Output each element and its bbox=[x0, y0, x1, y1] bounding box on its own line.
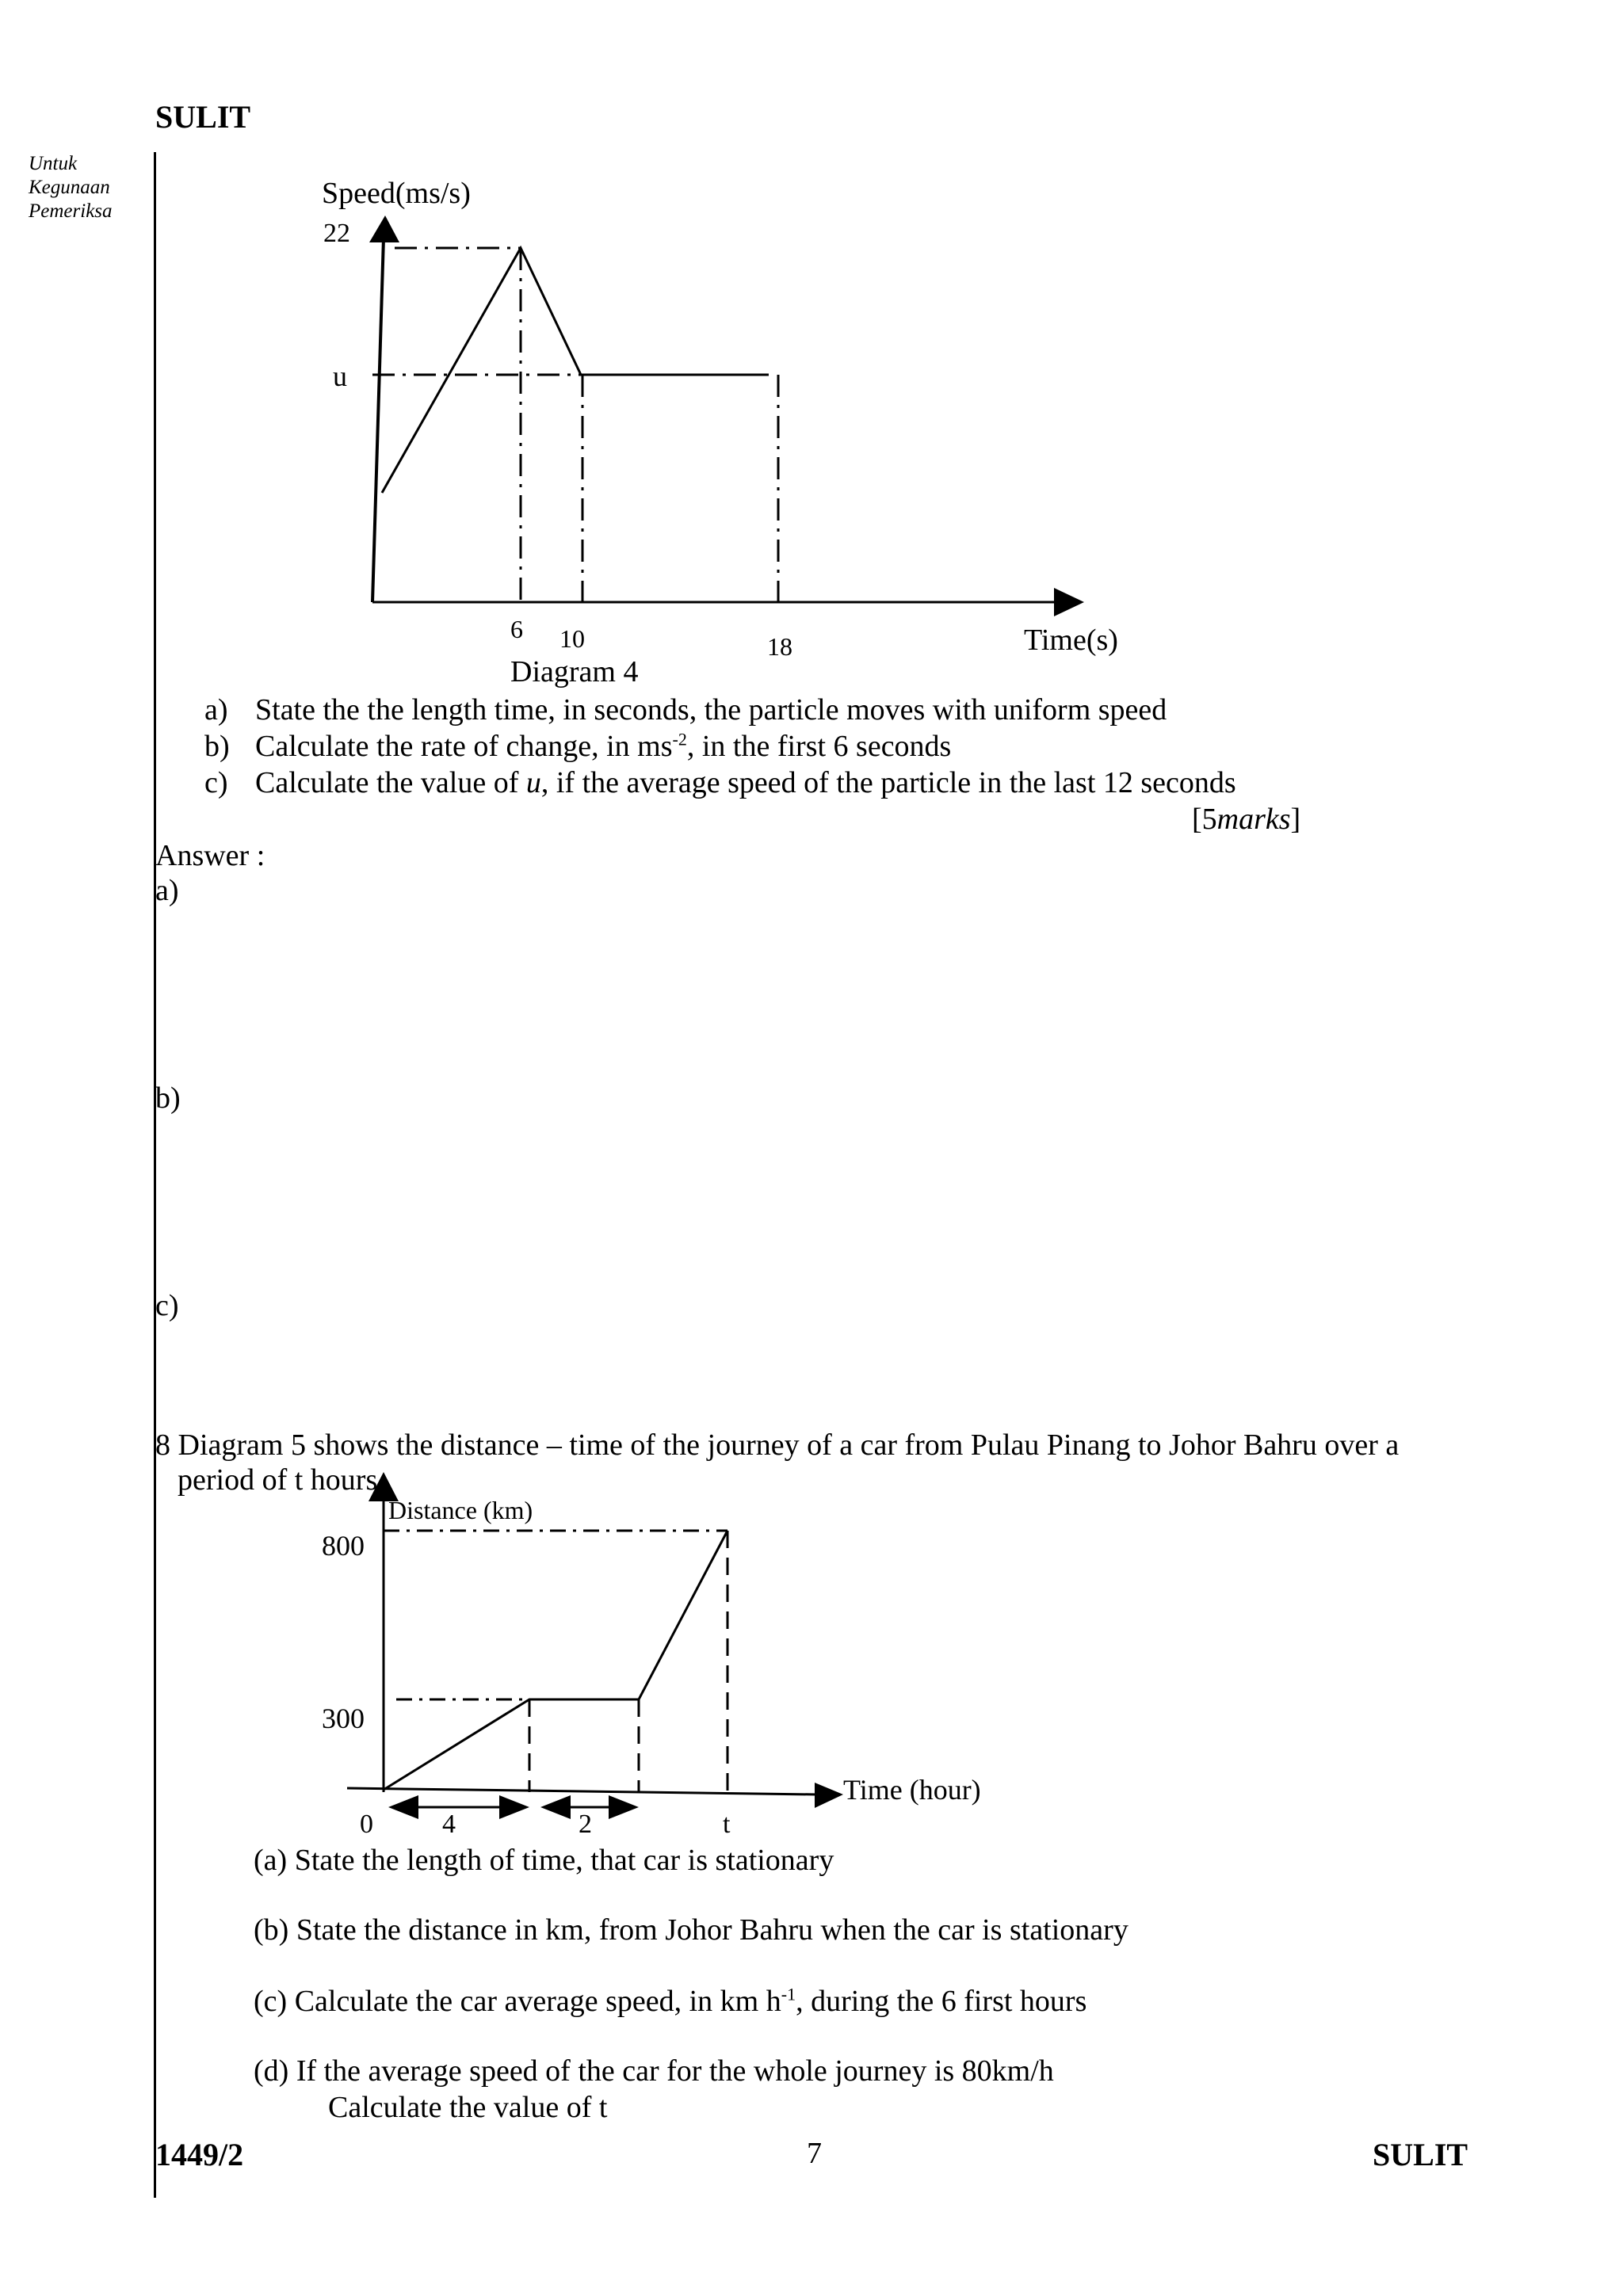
q8-part-c-label: (c) bbox=[254, 1985, 288, 2018]
q7-part-b-text: Calculate the rate of change, in ms bbox=[255, 730, 673, 763]
q8-part-a bbox=[254, 1843, 834, 1878]
q8-part-c-exponent: -1 bbox=[781, 1984, 796, 2004]
d4-x-tick-6: 6 bbox=[510, 615, 523, 643]
q7-part-b-text-end: , in the first 6 seconds bbox=[686, 730, 952, 763]
d4-y-arrowhead bbox=[369, 215, 399, 242]
q7-part-a-label: a) bbox=[204, 693, 228, 727]
q7-part-b bbox=[204, 729, 951, 764]
answer-part-a-label: a) bbox=[155, 874, 179, 907]
q8-stem-line-1: 8 Diagram 5 shows the distance – time of the journey of a car from Pulau Pinang to Johor Bahru over a bbox=[155, 1428, 1400, 1462]
q8-part-c-text: Calculate the car average speed, in km h bbox=[294, 1985, 781, 2018]
d4-speed-line bbox=[382, 248, 769, 493]
q7-marks-word: marks bbox=[1216, 803, 1291, 836]
q7-marks bbox=[1192, 802, 1300, 837]
q7-part-b-exponent: -2 bbox=[672, 729, 687, 749]
q7-part-c-label: c) bbox=[204, 766, 228, 799]
diagram-4-graph bbox=[369, 215, 1084, 616]
q8-part-c bbox=[254, 1984, 1086, 2019]
q8-part-a-label: (a) bbox=[254, 1844, 288, 1877]
q8-part-d-label: (d) bbox=[254, 2054, 289, 2088]
q7-part-c-variable: u bbox=[525, 766, 541, 799]
d5-x-arrowhead bbox=[815, 1783, 843, 1808]
answer-part-c-label: c) bbox=[155, 1289, 179, 1322]
q8-part-d bbox=[254, 2054, 1054, 2088]
d4-y-axis-label: Speed(ms/s) bbox=[322, 177, 471, 210]
d5-distance-line bbox=[384, 1531, 727, 1790]
examiner-note-line-3: Pemeriksa bbox=[29, 200, 113, 222]
answer-label: Answer : bbox=[155, 839, 265, 872]
d4-y-tick-u: u bbox=[333, 360, 347, 392]
q8-part-a-text: State the length of time, that car is stationary bbox=[294, 1844, 834, 1877]
d5-y-axis-label: Distance (km) bbox=[388, 1496, 533, 1524]
d5-x-axis bbox=[347, 1788, 816, 1794]
d5-y-tick-800: 800 bbox=[322, 1530, 365, 1562]
d4-x-arrowhead bbox=[1054, 588, 1084, 616]
q7-part-a-text: State the the length time, in seconds, the particle moves with uniform speed bbox=[255, 693, 1167, 727]
d5-interval-2-label: 2 bbox=[579, 1810, 592, 1839]
q8-part-b bbox=[254, 1913, 1128, 1947]
q7-marks-close: ] bbox=[1290, 803, 1301, 836]
examiner-note-line-1: Untuk bbox=[29, 153, 78, 174]
q8-part-d-line-2: Calculate the value of t bbox=[328, 2091, 608, 2124]
d5-y-tick-300: 300 bbox=[322, 1703, 365, 1734]
d5-interval-4-label: 4 bbox=[442, 1810, 456, 1839]
q7-part-b-label: b) bbox=[204, 730, 230, 763]
q7-part-a bbox=[204, 692, 1167, 727]
q7-part-c bbox=[204, 765, 1236, 800]
q8-part-d-text: If the average speed of the car for the whole journey is 80km/h bbox=[296, 2054, 1054, 2088]
q7-marks-open: [5 bbox=[1192, 803, 1217, 836]
d5-x-axis-label: Time (hour) bbox=[843, 1774, 981, 1806]
q7-part-c-text-end: , if the average speed of the particle in the last 12 seconds bbox=[540, 766, 1236, 799]
d4-x-axis-label: Time(s) bbox=[1024, 624, 1118, 657]
q8-part-b-label: (b) bbox=[254, 1913, 289, 1947]
header-classification: SULIT bbox=[155, 99, 251, 135]
d4-y-tick-22: 22 bbox=[323, 219, 350, 248]
d4-caption: Diagram 4 bbox=[510, 655, 639, 688]
answer-part-b-label: b) bbox=[155, 1081, 181, 1115]
footer-classification: SULIT bbox=[1373, 2137, 1468, 2172]
d4-y-axis bbox=[372, 238, 384, 602]
footer-page-number: 7 bbox=[807, 2137, 822, 2170]
d4-x-tick-10: 10 bbox=[559, 624, 585, 653]
d5-interval-t-label: t bbox=[723, 1810, 731, 1839]
q8-part-c-text-end: , during the 6 first hours bbox=[796, 1985, 1087, 2018]
q7-part-c-text: Calculate the value of bbox=[255, 766, 526, 799]
q8-part-b-text: State the distance in km, from Johor Bahru when the car is stationary bbox=[296, 1913, 1128, 1947]
d5-origin-label: 0 bbox=[360, 1810, 373, 1839]
q8-stem-line-2: period of t hours bbox=[178, 1463, 378, 1497]
examiner-note-line-2: Kegunaan bbox=[29, 177, 110, 198]
d4-x-tick-18: 18 bbox=[767, 632, 792, 661]
footer-paper-code: 1449/2 bbox=[155, 2137, 244, 2172]
